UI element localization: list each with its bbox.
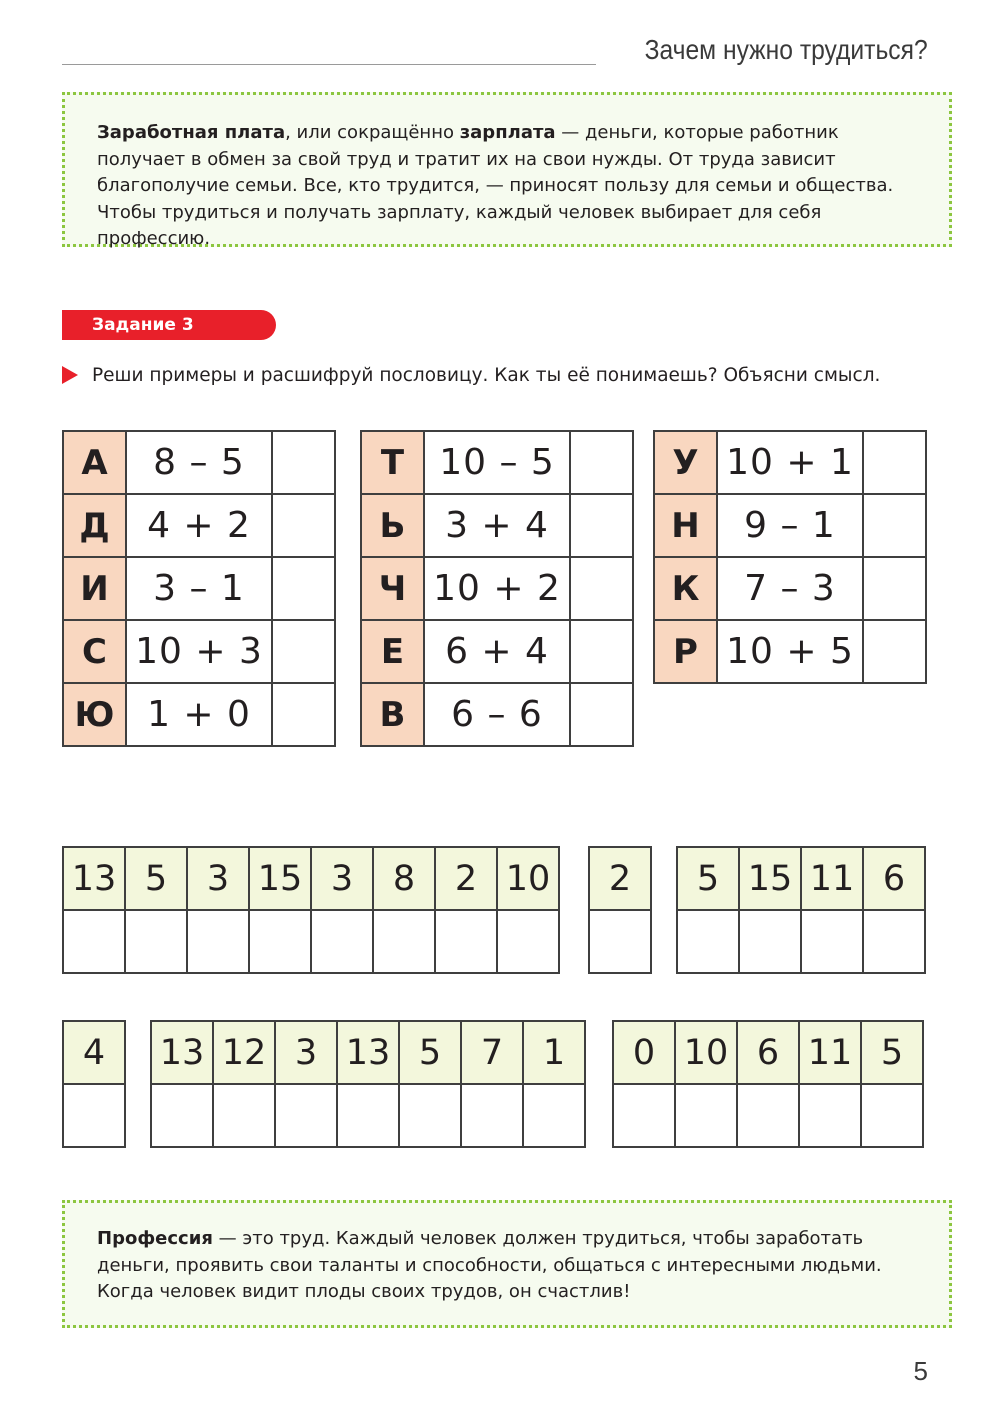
definition-text <box>97 120 923 253</box>
definition-box-salary <box>62 92 952 247</box>
key-expression: 6 – 6 <box>424 683 570 746</box>
key-row <box>654 494 926 557</box>
key-table-1 <box>62 430 336 747</box>
key-letter: Ч <box>361 557 424 620</box>
letter-answer-row <box>589 910 651 973</box>
letter-answer-cell[interactable] <box>497 910 559 973</box>
key-letter: Н <box>654 494 717 557</box>
letter-answer-cell[interactable] <box>861 1084 923 1147</box>
definition-text <box>97 1226 923 1306</box>
letter-answer-cell[interactable] <box>63 1084 125 1147</box>
key-letter: А <box>63 431 126 494</box>
letter-answer-cell[interactable] <box>461 1084 523 1147</box>
key-letter: У <box>654 431 717 494</box>
letter-answer-cell[interactable] <box>613 1084 675 1147</box>
letter-answer-cell[interactable] <box>523 1084 585 1147</box>
key-row <box>63 557 335 620</box>
definition-text-part: , или сокращённо <box>285 122 460 143</box>
key-row <box>63 683 335 746</box>
letter-answer-cell[interactable] <box>739 910 801 973</box>
letter-answer-cell[interactable] <box>187 910 249 973</box>
code-numbers-row <box>677 847 925 910</box>
code-number: 1 <box>523 1021 585 1084</box>
header-divider <box>62 64 596 65</box>
letter-answer-row <box>677 910 925 973</box>
code-number: 15 <box>739 847 801 910</box>
answer-cell[interactable] <box>272 557 335 620</box>
key-table-2 <box>360 430 634 747</box>
key-row <box>654 431 926 494</box>
key-expression: 4 + 2 <box>126 494 272 557</box>
key-expression: 10 + 2 <box>424 557 570 620</box>
letter-answer-cell[interactable] <box>801 910 863 973</box>
task-instruction <box>62 361 880 389</box>
code-group-4 <box>62 1020 126 1148</box>
letter-answer-cell[interactable] <box>275 1084 337 1147</box>
answer-cell[interactable] <box>272 620 335 683</box>
code-number: 13 <box>337 1021 399 1084</box>
letter-answer-row <box>613 1084 923 1147</box>
definition-text-part: — деньги, которые работник получает в обмен за свой труд и тратит их на свои нужды. От труда зависит благополучие семьи. Все, кто трудится, — приносят пользу для семьи и общества. Чтобы трудиться и получать зарплату, каждый человек выбирает для себя профессию. <box>97 122 894 249</box>
key-row <box>63 620 335 683</box>
key-row <box>63 431 335 494</box>
arrow-right-icon <box>62 366 78 384</box>
letter-answer-cell[interactable] <box>311 910 373 973</box>
code-number: 4 <box>63 1021 125 1084</box>
key-letter: Р <box>654 620 717 683</box>
answer-cell[interactable] <box>272 431 335 494</box>
key-row <box>63 494 335 557</box>
code-number: 7 <box>461 1021 523 1084</box>
key-expression: 10 – 5 <box>424 431 570 494</box>
letter-answer-row <box>151 1084 585 1147</box>
code-number: 3 <box>311 847 373 910</box>
code-number: 5 <box>125 847 187 910</box>
code-group-5 <box>150 1020 586 1148</box>
key-row <box>361 431 633 494</box>
code-number: 12 <box>213 1021 275 1084</box>
code-number: 11 <box>801 847 863 910</box>
code-number: 11 <box>799 1021 861 1084</box>
code-number: 5 <box>399 1021 461 1084</box>
code-number: 0 <box>613 1021 675 1084</box>
key-letter: К <box>654 557 717 620</box>
term-wage: зарплата <box>459 122 556 143</box>
key-letter: В <box>361 683 424 746</box>
key-expression: 9 – 1 <box>717 494 863 557</box>
key-expression: 3 + 4 <box>424 494 570 557</box>
definition-text-part: — это труд. Каждый человек должен трудиться, чтобы заработать деньги, проявить свои таланты и способности, общаться с интересными людьми. Когда человек видит плоды своих трудов, он счастлив! <box>97 1228 882 1302</box>
key-expression: 6 + 4 <box>424 620 570 683</box>
key-row <box>654 620 926 683</box>
code-numbers-row <box>589 847 651 910</box>
page-title: Зачем нужно трудиться? <box>644 34 928 65</box>
code-number: 3 <box>187 847 249 910</box>
letter-answer-cell[interactable] <box>337 1084 399 1147</box>
code-numbers-row <box>613 1021 923 1084</box>
code-group-1 <box>62 846 560 974</box>
code-number: 8 <box>373 847 435 910</box>
letter-answer-cell[interactable] <box>151 1084 213 1147</box>
key-letter: С <box>63 620 126 683</box>
key-expression: 8 – 5 <box>126 431 272 494</box>
letter-answer-cell[interactable] <box>213 1084 275 1147</box>
letter-answer-row <box>63 910 559 973</box>
answer-cell[interactable] <box>272 683 335 746</box>
key-letter: Е <box>361 620 424 683</box>
code-number: 15 <box>249 847 311 910</box>
answer-cell[interactable] <box>863 557 926 620</box>
letter-answer-cell[interactable] <box>863 910 925 973</box>
answer-cell[interactable] <box>272 494 335 557</box>
key-letter: Ь <box>361 494 424 557</box>
code-number: 10 <box>497 847 559 910</box>
key-table-3 <box>653 430 927 684</box>
key-expression: 10 + 3 <box>126 620 272 683</box>
key-row <box>654 557 926 620</box>
code-number: 10 <box>675 1021 737 1084</box>
letter-answer-cell[interactable] <box>373 910 435 973</box>
letter-answer-cell[interactable] <box>435 910 497 973</box>
key-letter: И <box>63 557 126 620</box>
answer-cell[interactable] <box>863 494 926 557</box>
answer-cell[interactable] <box>863 620 926 683</box>
answer-cell[interactable] <box>570 683 633 746</box>
key-expression: 10 + 1 <box>717 431 863 494</box>
key-expression: 3 – 1 <box>126 557 272 620</box>
answer-cell[interactable] <box>863 431 926 494</box>
key-row <box>361 683 633 746</box>
letter-answer-cell[interactable] <box>249 910 311 973</box>
code-number: 13 <box>63 847 125 910</box>
code-group-2 <box>588 846 652 974</box>
answer-cell[interactable] <box>570 557 633 620</box>
task-badge: Задание 3 <box>62 310 276 340</box>
letter-answer-row <box>63 1084 125 1147</box>
answer-cell[interactable] <box>570 620 633 683</box>
term-profession: Профессия <box>97 1228 213 1249</box>
letter-answer-cell[interactable] <box>399 1084 461 1147</box>
key-letter: Ю <box>63 683 126 746</box>
letter-answer-cell[interactable] <box>125 910 187 973</box>
key-row <box>361 557 633 620</box>
letter-answer-cell[interactable] <box>677 910 739 973</box>
code-group-3 <box>676 846 926 974</box>
letter-answer-cell[interactable] <box>799 1084 861 1147</box>
code-numbers-row <box>63 1021 125 1084</box>
code-number: 5 <box>861 1021 923 1084</box>
answer-cell[interactable] <box>570 494 633 557</box>
key-row <box>361 494 633 557</box>
code-numbers-row <box>63 847 559 910</box>
letter-answer-cell[interactable] <box>589 910 651 973</box>
key-expression: 1 + 0 <box>126 683 272 746</box>
instruction-text: Реши примеры и расшифруй пословицу. Как ты её понимаешь? Объясни смысл. <box>92 364 881 386</box>
code-number: 3 <box>275 1021 337 1084</box>
key-letter: Д <box>63 494 126 557</box>
page-number: 5 <box>913 1356 928 1386</box>
key-row <box>361 620 633 683</box>
code-number: 2 <box>435 847 497 910</box>
code-number: 2 <box>589 847 651 910</box>
letter-answer-cell[interactable] <box>63 910 125 973</box>
code-number: 6 <box>863 847 925 910</box>
code-number: 13 <box>151 1021 213 1084</box>
answer-cell[interactable] <box>570 431 633 494</box>
code-number: 6 <box>737 1021 799 1084</box>
letter-answer-cell[interactable] <box>675 1084 737 1147</box>
key-expression: 10 + 5 <box>717 620 863 683</box>
letter-answer-cell[interactable] <box>737 1084 799 1147</box>
code-number: 5 <box>677 847 739 910</box>
code-group-6 <box>612 1020 924 1148</box>
key-expression: 7 – 3 <box>717 557 863 620</box>
key-letter: Т <box>361 431 424 494</box>
term-salary: Заработная плата <box>97 122 286 143</box>
code-numbers-row <box>151 1021 585 1084</box>
definition-box-profession <box>62 1200 952 1328</box>
